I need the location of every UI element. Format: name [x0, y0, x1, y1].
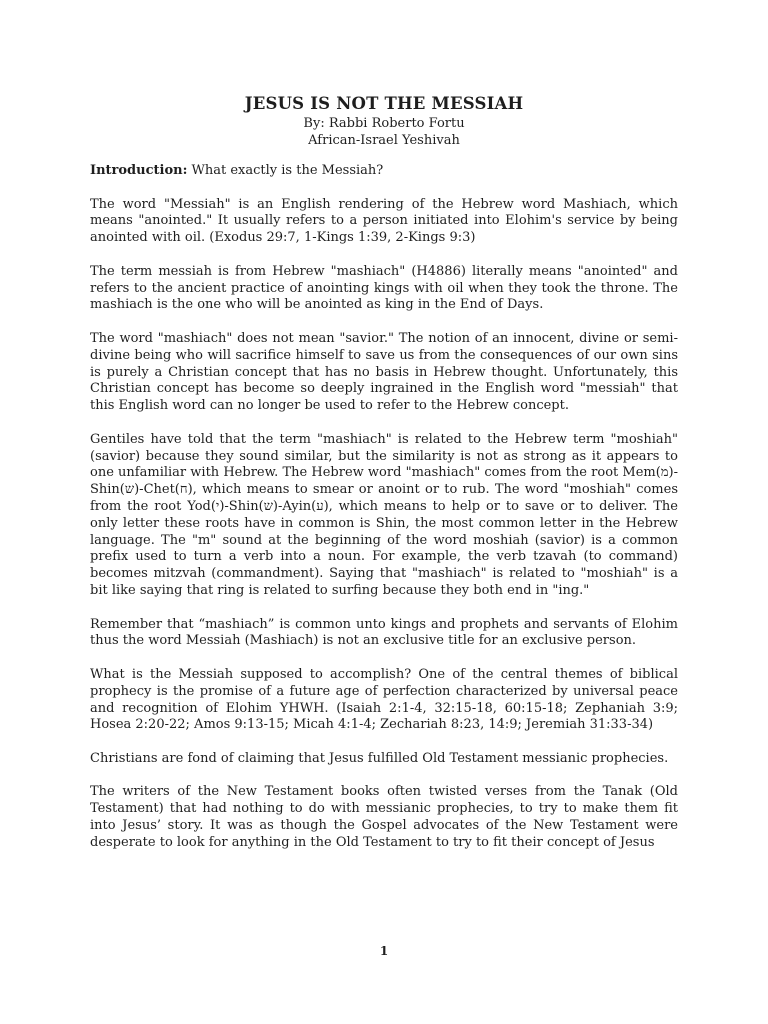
paragraph-common-title: Remember that “mashiach” is common unto kings and prophets and servants of Elohim thus the word Messiah (Mashiach) is not an exclusive title for an exclusive person. — [90, 616, 678, 649]
intro-label: Introduction: — [90, 163, 188, 178]
paragraph-messiah-purpose: What is the Messiah supposed to accomplish? One of the central themes of biblical prophecy is the promise of a future age of perfection characterized by universal peace and recognition of Elohim YHWH. (Isaiah 2:1-4, 32:15-18, 60:15-18; Zephaniah 3:9; Hosea 2:20-22; Amos 9:13-15; Micah 4:1-4; Zechariah 8:23, 14:9; Jeremiah 31:33-34) — [90, 666, 678, 733]
document-title: JESUS IS NOT THE MESSIAH — [244, 94, 524, 113]
paragraph-not-savior: The word "mashiach" does not mean "savior." The notion of an innocent, divine or semi-divine being who will sacrifice himself to save us from the consequences of our own sins is purely a Christian concept that has no basis in Hebrew thought. Unfortunately, this Christian concept has become so deeply ingrained in the English word "messiah" that this English word can no longer be used to refer to the Hebrew concept. — [90, 330, 678, 414]
page-number: 1 — [379, 944, 389, 958]
author-line: By: Rabbi Roberto Fortu — [303, 116, 465, 131]
intro-paragraph — [90, 163, 678, 180]
paragraph-messiah-definition: The word "Messiah" is an English rendering of the Hebrew word Mashiach, which means "anointed." It usually refers to a person initiated into Elohim's service by being anointed with oil. (Exodus 29:7, 1-Kings 1:39, 2-Kings 9:3) — [90, 196, 678, 246]
institution-line: African-Israel Yeshivah — [308, 133, 460, 148]
paragraph-new-testament-writers: The writers of the New Testament books often twisted verses from the Tanak (Old Testament) that had nothing to do with messianic prophecies, to try to make them fit into Jesus’ story. It was as though the Gospel advocates of the New Testament were desperate to look for anything in the Old Testament to try to fit their concept of Jesus — [90, 784, 678, 850]
paragraph-mashiach-moshiah: Gentiles have told that the term "mashiach" is related to the Hebrew term "moshiah" (savior) because they sound similar, but the similarity is not as strong as it appears to one unfamiliar with Hebrew. The Hebrew word "mashiach" comes from the root Mem(מ)-Shin(ש)-Chet(ח), which means to smear or anoint or to rub. The word "moshiah" comes from the root Yod(י)-Shin(ש)-Ayin(ע), which means to help or to save or to deliver. The only letter these roots have in common is Shin, the most common letter in the Hebrew language. The "m" sound at the beginning of the word moshiah (savior) is a common prefix used to turn a verb into a noun. For example, the verb tzavah (to command) becomes mitzvah (commandment). Saying that "mashiach" is related to "moshiah" is a bit like saying that ring is related to surfing because they both end in "ing." — [90, 431, 678, 598]
intro-text: What exactly is the Messiah? — [187, 163, 384, 178]
document-body — [90, 163, 678, 852]
paragraph-term-messiah: The term messiah is from Hebrew "mashiach" (H4886) literally means "anointed" and refers to the ancient practice of anointing kings with oil when they took the throne. The mashiach is the one who will be anointed as king in the End of Days. — [90, 263, 678, 313]
paragraph-christian-claims: Christians are fond of claiming that Jesus fulfilled Old Testament messianic prophecies. — [90, 750, 669, 766]
